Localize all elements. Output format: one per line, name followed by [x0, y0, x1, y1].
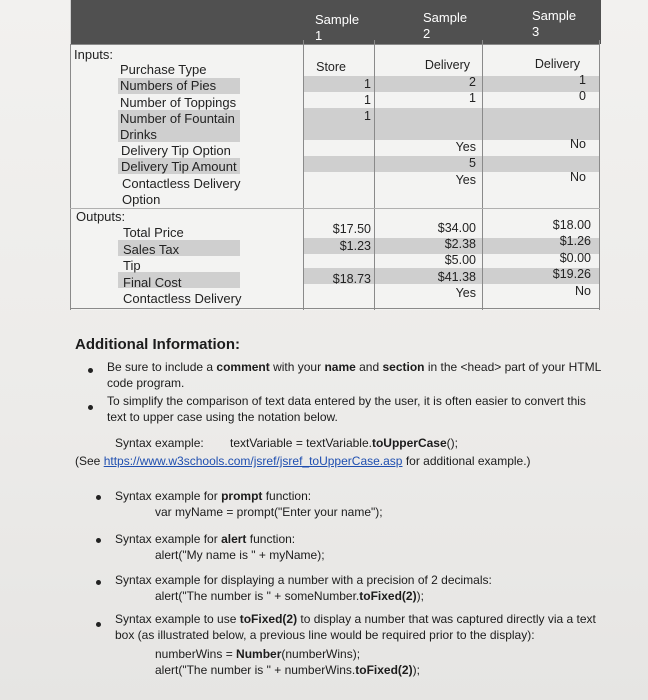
grid-line	[70, 308, 600, 309]
cell-value: $2.38	[444, 237, 476, 251]
row-label: Sales Tax	[123, 242, 180, 257]
bullet-comment: Be sure to include a comment with your name and section in the <head> part of your HTML code program.	[107, 360, 602, 390]
cell-value: Yes	[455, 286, 476, 300]
w3schools-link[interactable]: https://www.w3schools.com/jsref/jsref_toUpperCase.asp	[103, 454, 403, 468]
cell-value: 1	[364, 93, 371, 107]
cell-value: 1	[364, 77, 371, 91]
cell-value: 0	[579, 89, 586, 103]
cell-value: No	[570, 170, 586, 184]
row-label: Contactless Delivery	[123, 291, 242, 306]
sample-3-header: Sample 3	[532, 8, 577, 39]
row-label: Number of Fountain Drinks	[120, 111, 235, 142]
cell-value: $19.26	[552, 267, 591, 281]
cell-value: 2	[469, 75, 476, 89]
grid-line	[482, 40, 483, 310]
number-code: numberWins = Number(numberWins);	[155, 647, 361, 661]
outputs-label: Outputs:	[76, 209, 126, 224]
row-label: Total Price	[123, 225, 184, 240]
cell-value: $18.73	[332, 272, 371, 286]
bullet-icon	[88, 405, 93, 410]
row-label: Numbers of Pies	[120, 78, 217, 93]
cell-value: $0.00	[559, 251, 591, 265]
bullet-tofixed: Syntax example to use toFixed(2) to display a number that was captured directly via a text box (as illustrated below, a previous line would be required prior to the display):	[115, 612, 596, 642]
bullet-prompt: Syntax example for prompt function:	[115, 489, 312, 503]
cell-value: No	[575, 284, 591, 298]
row-label: Purchase Type	[120, 62, 207, 77]
prompt-code: var myName = prompt("Enter your name");	[155, 505, 383, 519]
tofixed-code: alert("The number is " + numberWins.toFixed(2));	[155, 663, 420, 677]
cell-value: $17.50	[332, 222, 371, 236]
bullet-uppercase: To simplify the comparison of text data entered by the user, it is often easier to convert this text to upper case using the notation below.	[107, 394, 586, 424]
inputs-label: Inputs:	[74, 47, 114, 62]
bullet-precision: Syntax example for displaying a number with a precision of 2 decimals:	[115, 573, 492, 587]
grid-line	[599, 40, 600, 310]
cell-value: Store	[316, 60, 346, 74]
cell-value: No	[570, 137, 586, 151]
cell-value: $5.00	[444, 253, 476, 267]
cell-value: Yes	[455, 173, 476, 187]
grid-line	[70, 208, 600, 209]
cell-value: 1	[579, 73, 586, 87]
info-heading: Additional Information:	[75, 336, 240, 353]
bullet-icon	[88, 368, 93, 373]
cell-value: $34.00	[437, 221, 476, 235]
cell-value: 5	[469, 156, 476, 170]
cell-value: $1.26	[559, 234, 591, 248]
sample-1-header: Sample 1	[315, 12, 360, 43]
row-label: Contactless Delivery Option	[122, 176, 241, 207]
precision-code: alert("The number is " + someNumber.toFixed(2));	[155, 589, 424, 603]
bullet-alert: Syntax example for alert function:	[115, 532, 296, 546]
row-label: Delivery Tip Option	[121, 143, 231, 158]
bullet-icon	[96, 538, 101, 543]
syntax-code: textVariable = textVariable.toUpperCase();	[230, 436, 458, 450]
row-label: Delivery Tip Amount	[121, 159, 237, 174]
cell-value: $1.23	[339, 239, 371, 253]
syntax-label: Syntax example:	[115, 436, 204, 450]
cell-value: $41.38	[437, 270, 476, 284]
grid-line	[70, 44, 600, 45]
row-label: Tip	[123, 258, 141, 273]
sample-2-header: Sample 2	[423, 10, 468, 41]
cell-value: 1	[469, 91, 476, 105]
grid-line	[70, 44, 71, 310]
alert-code: alert("My name is " + myName);	[155, 548, 325, 562]
row-label: Final Cost	[123, 275, 182, 290]
grid-line	[374, 40, 375, 310]
cell-value: $18.00	[552, 218, 591, 232]
bullet-icon	[96, 622, 101, 627]
see-reference: (See https://www.w3schools.com/jsref/jsref_toUpperCase.asp for additional example.)	[75, 454, 531, 468]
bullet-icon	[96, 495, 101, 500]
sample-table	[70, 0, 600, 310]
cell-value: Yes	[455, 140, 476, 154]
bullet-icon	[96, 580, 101, 585]
row-label: Number of Toppings	[120, 95, 237, 110]
cell-value: 1	[364, 109, 371, 123]
grid-line	[303, 40, 304, 310]
cell-value: Delivery	[534, 57, 580, 71]
cell-value: Delivery	[424, 58, 470, 72]
